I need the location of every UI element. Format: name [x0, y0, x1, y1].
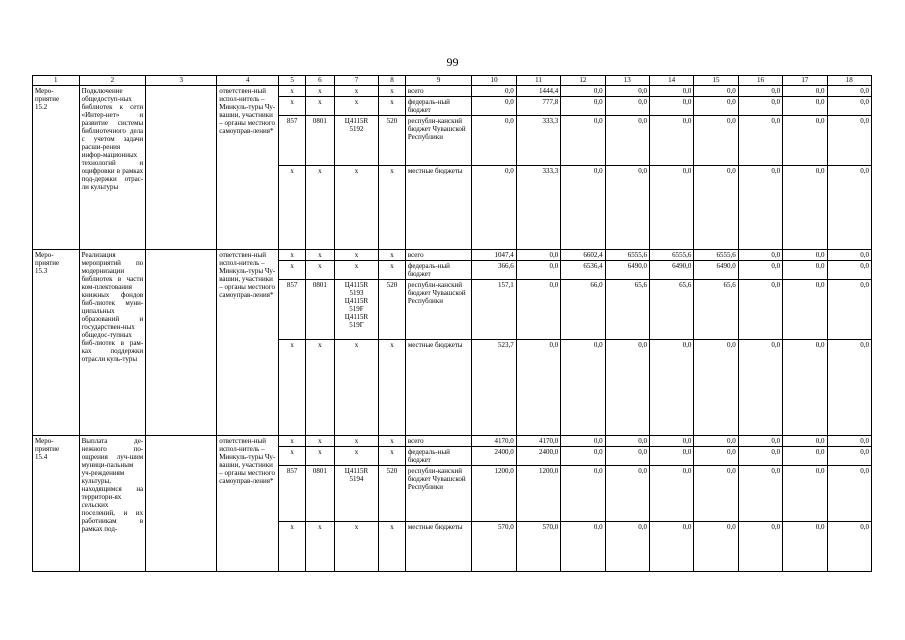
cell-section: x: [305, 522, 334, 572]
cell-amount: 0,0: [738, 522, 782, 572]
cell-amount: 0,0: [783, 466, 827, 522]
cell-amount: 6490,0: [649, 261, 693, 280]
cell-funding-source: республи-канский бюджет Чувашской Республики: [405, 466, 472, 522]
cell-funding-source: федераль-ный бюджет: [405, 261, 472, 280]
column-header: 11: [516, 76, 560, 86]
cell-funding-source: республи-канский бюджет Чувашской Республики: [405, 116, 472, 166]
cell-amount: 0,0: [827, 97, 871, 116]
cell-grbs: x: [279, 261, 306, 280]
column-header: 15: [694, 76, 738, 86]
cell-amount: 0,0: [738, 280, 782, 340]
cell-grbs: x: [279, 166, 306, 250]
cell-amount: 0,0: [472, 166, 516, 250]
column-header: 18: [827, 76, 871, 86]
responsible-executor: ответствен-ный испол-нитель – Минкуль-туры Чу-вашии, участники – органы местного самоуправ-ления*: [217, 436, 279, 572]
cell-amount: 0,0: [783, 280, 827, 340]
cell-amount: 0,0: [783, 166, 827, 250]
cell-amount: 0,0: [694, 447, 738, 466]
cell-amount: 0,0: [649, 97, 693, 116]
cell-section: 0801: [305, 116, 334, 166]
column-header: 3: [146, 76, 217, 86]
cell-amount: 0,0: [561, 116, 605, 166]
cell-amount: 6555,6: [649, 250, 693, 261]
column-header: 1: [33, 76, 80, 86]
cell-amount: 333,3: [516, 166, 560, 250]
cell-amount: 66,0: [561, 280, 605, 340]
cell-expense-group: x: [379, 261, 406, 280]
cell-amount: 0,0: [472, 116, 516, 166]
cell-grbs: x: [279, 340, 306, 436]
cell-amount: 6490,0: [694, 261, 738, 280]
cell-target-item: x: [334, 447, 378, 466]
cell-target-item: Ц4115R 5194: [334, 466, 378, 522]
cell-target-item: x: [334, 261, 378, 280]
cell-grbs: x: [279, 97, 306, 116]
cell-amount: 0,0: [694, 522, 738, 572]
cell-amount: 0,0: [561, 166, 605, 250]
cell-amount: 65,6: [605, 280, 649, 340]
cell-amount: 0,0: [561, 436, 605, 447]
cell-expense-group: x: [379, 436, 406, 447]
cell-expense-group: x: [379, 166, 406, 250]
empty-cell: [146, 250, 217, 436]
cell-amount: 0,0: [561, 522, 605, 572]
cell-amount: 523,7: [472, 340, 516, 436]
cell-amount: 0,0: [827, 116, 871, 166]
cell-amount: 0,0: [605, 97, 649, 116]
cell-amount: 0,0: [694, 166, 738, 250]
cell-amount: 6490,0: [605, 261, 649, 280]
cell-amount: 1047,4: [472, 250, 516, 261]
column-header: 12: [561, 76, 605, 86]
measure-label: Меро- приятие 15.2: [33, 86, 80, 250]
cell-amount: 0,0: [783, 116, 827, 166]
cell-grbs: x: [279, 86, 306, 97]
cell-amount: 0,0: [827, 447, 871, 466]
cell-amount: 0,0: [561, 466, 605, 522]
cell-section: x: [305, 447, 334, 466]
cell-amount: 1444,4: [516, 86, 560, 97]
cell-amount: 0,0: [605, 466, 649, 522]
cell-amount: 0,0: [516, 250, 560, 261]
cell-expense-group: 520: [379, 466, 406, 522]
cell-expense-group: x: [379, 340, 406, 436]
measure-label: Меро- приятие 15.3: [33, 250, 80, 436]
cell-amount: 0,0: [516, 261, 560, 280]
cell-amount: 2400,0: [516, 447, 560, 466]
cell-expense-group: x: [379, 447, 406, 466]
cell-amount: 0,0: [827, 86, 871, 97]
cell-grbs: x: [279, 436, 306, 447]
cell-amount: 0,0: [472, 97, 516, 116]
measure-description: Реализация мероприятий по модернизации библиотек в части ком-плектования книжных фондов биб-лиотек муни-ципальных образований и государствен-ных общедос-тупных биб-лиотек в рам-ках поддержки отрасли куль-туры: [79, 250, 146, 436]
column-header: 10: [472, 76, 516, 86]
cell-amount: 65,6: [694, 280, 738, 340]
cell-amount: 0,0: [649, 447, 693, 466]
cell-amount: 0,0: [694, 466, 738, 522]
cell-amount: 0,0: [827, 522, 871, 572]
cell-amount: 366,6: [472, 261, 516, 280]
cell-section: x: [305, 86, 334, 97]
cell-amount: 0,0: [827, 261, 871, 280]
empty-cell: [146, 436, 217, 572]
cell-target-item: x: [334, 97, 378, 116]
cell-funding-source: местные бюджеты: [405, 166, 472, 250]
cell-target-item: x: [334, 340, 378, 436]
cell-amount: 0,0: [649, 340, 693, 436]
cell-amount: 0,0: [738, 340, 782, 436]
cell-amount: 0,0: [694, 340, 738, 436]
measure-description: Выплата де-нежного по-ощрения луч-шим муници-пальным уч-реждениям культуры, находящимся на территори-ях сельских поселений, и их работникам в рамках под-: [79, 436, 146, 572]
cell-amount: 0,0: [605, 166, 649, 250]
responsible-executor: ответствен-ный испол-нитель – Минкуль-туры Чу-вашии, участники – органы местного самоуправ-ления*: [217, 86, 279, 250]
cell-amount: 0,0: [649, 116, 693, 166]
column-number-row: [33, 76, 872, 86]
cell-funding-source: федераль-ный бюджет: [405, 97, 472, 116]
cell-amount: 0,0: [561, 340, 605, 436]
cell-amount: 0,0: [694, 436, 738, 447]
column-header: 17: [783, 76, 827, 86]
cell-grbs: x: [279, 447, 306, 466]
cell-expense-group: x: [379, 250, 406, 261]
cell-amount: 2400,0: [472, 447, 516, 466]
cell-amount: 0,0: [783, 522, 827, 572]
cell-target-item: Ц4115R 5193 Ц4115R 519F Ц4115R 519Г: [334, 280, 378, 340]
cell-amount: 0,0: [783, 250, 827, 261]
cell-amount: 4170,0: [472, 436, 516, 447]
cell-amount: 0,0: [694, 116, 738, 166]
cell-funding-source: всего: [405, 250, 472, 261]
cell-amount: 65,6: [649, 280, 693, 340]
cell-amount: 0,0: [605, 116, 649, 166]
cell-amount: 0,0: [783, 261, 827, 280]
cell-amount: 0,0: [605, 436, 649, 447]
cell-amount: 0,0: [738, 86, 782, 97]
column-header: 8: [379, 76, 406, 86]
cell-section: x: [305, 261, 334, 280]
cell-amount: 1200,0: [516, 466, 560, 522]
responsible-executor: ответствен-ный испол-нитель – Минкуль-туры Чу-вашии, участники – органы местного самоуправ-ления*: [217, 250, 279, 436]
cell-target-item: x: [334, 86, 378, 97]
cell-amount: 0,0: [827, 166, 871, 250]
cell-amount: 0,0: [472, 86, 516, 97]
cell-amount: 6555,6: [694, 250, 738, 261]
column-header: 13: [605, 76, 649, 86]
cell-amount: 0,0: [827, 250, 871, 261]
cell-amount: 0,0: [738, 436, 782, 447]
cell-amount: 0,0: [605, 447, 649, 466]
cell-amount: 0,0: [783, 97, 827, 116]
column-header: 6: [305, 76, 334, 86]
cell-section: 0801: [305, 466, 334, 522]
cell-amount: 333,3: [516, 116, 560, 166]
cell-amount: 0,0: [694, 86, 738, 97]
cell-amount: 4170,0: [516, 436, 560, 447]
measure-label: Меро- приятие 15.4: [33, 436, 80, 572]
cell-grbs: x: [279, 250, 306, 261]
cell-amount: 0,0: [783, 86, 827, 97]
cell-expense-group: x: [379, 86, 406, 97]
cell-amount: 0,0: [827, 340, 871, 436]
table-row: [33, 86, 872, 97]
cell-amount: 6602,4: [561, 250, 605, 261]
column-header: 4: [217, 76, 279, 86]
cell-amount: 0,0: [827, 280, 871, 340]
cell-amount: 0,0: [605, 522, 649, 572]
cell-amount: 0,0: [738, 166, 782, 250]
cell-amount: 0,0: [649, 466, 693, 522]
budget-table: [32, 75, 872, 572]
empty-cell: [146, 86, 217, 250]
cell-expense-group: x: [379, 522, 406, 572]
column-header: 7: [334, 76, 378, 86]
cell-amount: 0,0: [783, 340, 827, 436]
table-row: [33, 250, 872, 261]
column-header: 2: [79, 76, 146, 86]
cell-amount: 0,0: [649, 522, 693, 572]
cell-expense-group: 520: [379, 280, 406, 340]
cell-amount: 0,0: [738, 261, 782, 280]
cell-amount: 0,0: [827, 466, 871, 522]
cell-grbs: x: [279, 522, 306, 572]
cell-funding-source: федераль-ный бюджет: [405, 447, 472, 466]
table-row: [33, 436, 872, 447]
cell-amount: 570,0: [472, 522, 516, 572]
cell-funding-source: местные бюджеты: [405, 522, 472, 572]
cell-expense-group: 520: [379, 116, 406, 166]
cell-target-item: x: [334, 436, 378, 447]
cell-amount: 1200,0: [472, 466, 516, 522]
cell-amount: 0,0: [738, 97, 782, 116]
cell-target-item: Ц4115R 5192: [334, 116, 378, 166]
cell-section: x: [305, 250, 334, 261]
cell-grbs: 857: [279, 116, 306, 166]
cell-amount: 0,0: [649, 86, 693, 97]
cell-amount: 0,0: [783, 436, 827, 447]
column-header: 5: [279, 76, 306, 86]
cell-funding-source: всего: [405, 86, 472, 97]
cell-target-item: x: [334, 166, 378, 250]
cell-amount: 157,1: [472, 280, 516, 340]
cell-section: x: [305, 340, 334, 436]
cell-expense-group: x: [379, 97, 406, 116]
cell-amount: 0,0: [561, 97, 605, 116]
cell-amount: 0,0: [649, 166, 693, 250]
cell-amount: 777,8: [516, 97, 560, 116]
cell-amount: 6555,6: [605, 250, 649, 261]
cell-amount: 0,0: [605, 86, 649, 97]
cell-amount: 0,0: [738, 250, 782, 261]
cell-funding-source: местные бюджеты: [405, 340, 472, 436]
column-header: 16: [738, 76, 782, 86]
cell-amount: 0,0: [738, 447, 782, 466]
cell-amount: 0,0: [694, 97, 738, 116]
cell-section: x: [305, 166, 334, 250]
cell-amount: 0,0: [605, 340, 649, 436]
cell-target-item: x: [334, 522, 378, 572]
cell-amount: 0,0: [738, 116, 782, 166]
cell-amount: 0,0: [561, 447, 605, 466]
cell-amount: 0,0: [516, 340, 560, 436]
cell-amount: 0,0: [738, 466, 782, 522]
cell-funding-source: республи-канский бюджет Чувашской Республики: [405, 280, 472, 340]
cell-section: x: [305, 436, 334, 447]
cell-amount: 570,0: [516, 522, 560, 572]
column-header: 14: [649, 76, 693, 86]
measure-description: Подключение общедоступ-ных библиотек к сети «Интер-нет» и развитие системы библиотечного дела с учетом задачи расши-рения инфор-мационных технологий и оцифровки в рамках под-держки отрас-ли культуры: [79, 86, 146, 250]
cell-grbs: 857: [279, 466, 306, 522]
cell-amount: 0,0: [649, 436, 693, 447]
cell-amount: 6536,4: [561, 261, 605, 280]
cell-amount: 0,0: [516, 280, 560, 340]
cell-funding-source: всего: [405, 436, 472, 447]
column-header: 9: [405, 76, 472, 86]
cell-target-item: x: [334, 250, 378, 261]
cell-amount: 0,0: [783, 447, 827, 466]
page-number: 99: [446, 55, 459, 69]
cell-grbs: 857: [279, 280, 306, 340]
cell-section: x: [305, 97, 334, 116]
cell-section: 0801: [305, 280, 334, 340]
cell-amount: 0,0: [561, 86, 605, 97]
cell-amount: 0,0: [827, 436, 871, 447]
